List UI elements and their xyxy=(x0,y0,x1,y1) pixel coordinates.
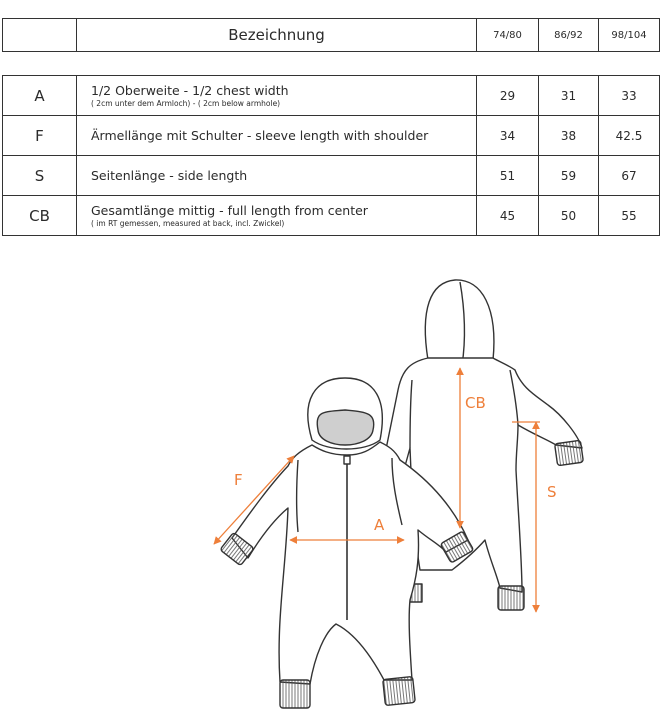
row-value-3: 67 xyxy=(599,156,660,196)
table-row xyxy=(3,156,660,196)
header-table xyxy=(2,18,660,52)
row-code: A xyxy=(3,76,77,116)
label-CB: CB xyxy=(465,394,486,412)
row-code: S xyxy=(3,156,77,196)
row-value-3: 42.5 xyxy=(599,116,660,156)
row-description-main: Ärmellänge mit Schulter - sleeve length with shoulder xyxy=(91,127,429,143)
row-value-1: 45 xyxy=(477,196,539,236)
table-row xyxy=(3,196,660,236)
label-S: S xyxy=(547,483,557,501)
back-hood-outline xyxy=(425,280,494,366)
row-value-1: 51 xyxy=(477,156,539,196)
front-left-foot-cuff xyxy=(280,680,310,708)
header-size-1: 74/80 xyxy=(477,19,539,52)
header-size-3: 98/104 xyxy=(599,19,660,52)
front-right-foot-cuff xyxy=(383,677,416,706)
row-description xyxy=(77,196,477,236)
header-blank-cell xyxy=(3,19,77,52)
row-value-2: 59 xyxy=(539,156,599,196)
overall-technical-drawing xyxy=(0,270,663,720)
row-description-note: ( im RT gemessen, measured at back, incl. Zwickel) xyxy=(91,218,285,228)
row-value-2: 50 xyxy=(539,196,599,236)
header-row xyxy=(3,19,660,52)
header-title: Bezeichnung xyxy=(77,19,477,52)
row-value-3: 33 xyxy=(599,76,660,116)
row-description-note: ( 2cm unter dem Armloch) - ( 2cm below armhole) xyxy=(91,98,281,108)
row-code: CB xyxy=(3,196,77,236)
row-value-2: 31 xyxy=(539,76,599,116)
row-value-2: 38 xyxy=(539,116,599,156)
row-description xyxy=(77,116,477,156)
size-table xyxy=(2,75,660,236)
row-description-main: Gesamtlänge mittig - full length from center xyxy=(91,202,368,218)
row-description-main: Seitenlänge - side length xyxy=(91,167,248,183)
row-value-1: 29 xyxy=(477,76,539,116)
header-size-2: 86/92 xyxy=(539,19,599,52)
label-A: A xyxy=(374,516,385,534)
row-description-main: 1/2 Oberweite - 1/2 chest width xyxy=(91,82,289,98)
row-value-3: 55 xyxy=(599,196,660,236)
table-row xyxy=(3,116,660,156)
row-description xyxy=(77,156,477,196)
back-right-cuff xyxy=(555,440,584,465)
back-right-foot-cuff xyxy=(498,586,524,610)
table-row xyxy=(3,76,660,116)
zipper-pull-icon xyxy=(344,456,350,464)
row-description xyxy=(77,76,477,116)
row-value-1: 34 xyxy=(477,116,539,156)
row-code: F xyxy=(3,116,77,156)
front-hood-lining xyxy=(317,410,374,445)
label-F: F xyxy=(234,471,243,489)
